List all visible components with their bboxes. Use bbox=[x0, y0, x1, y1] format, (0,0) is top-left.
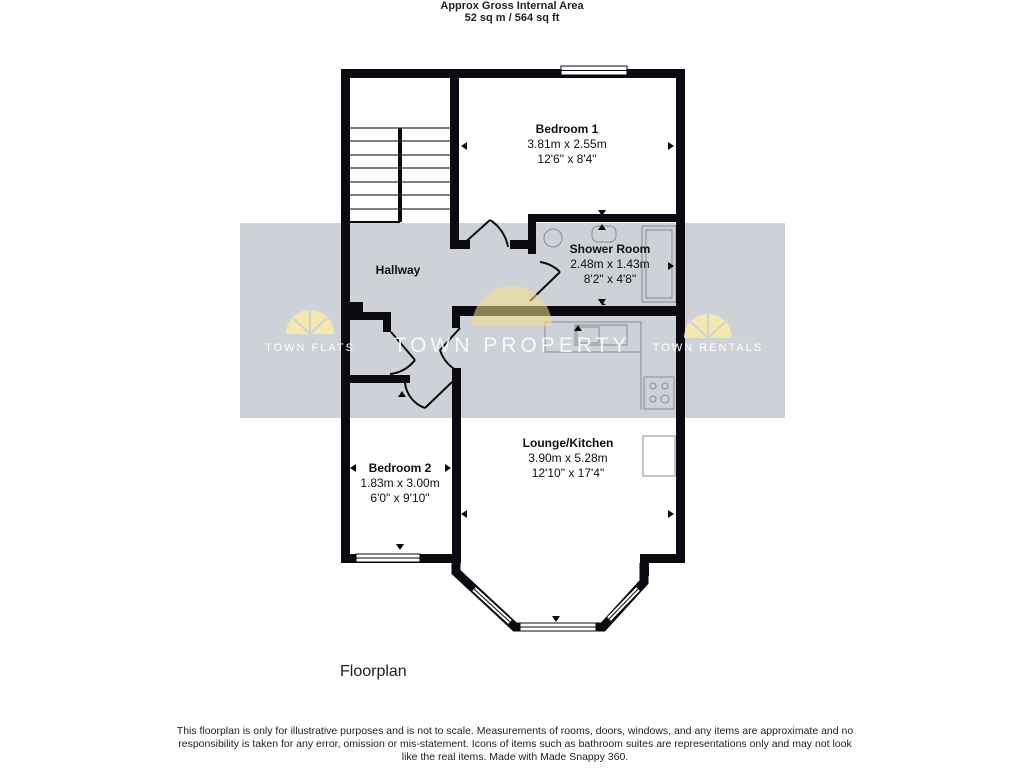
room-name: Shower Room bbox=[569, 242, 651, 256]
room-name: Lounge/Kitchen bbox=[522, 436, 614, 450]
room-imperial: 8'2" x 4'8" bbox=[583, 272, 637, 286]
room-bedroom-2 bbox=[360, 461, 439, 506]
room-shower-room bbox=[570, 242, 651, 287]
watermark-town-property: TOWN PROPERTY bbox=[393, 334, 631, 357]
floor-title: Floorplan bbox=[340, 663, 407, 680]
room-imperial: 12'6" x 8'4" bbox=[537, 152, 597, 166]
watermark-town-flats: TOWN FLATS bbox=[265, 342, 355, 354]
room-name: Bedroom 2 bbox=[368, 461, 432, 475]
room-hallway bbox=[376, 263, 421, 278]
room-bedroom-1 bbox=[527, 122, 606, 167]
room-imperial: 6'0" x 9'10" bbox=[370, 491, 430, 505]
room-metric: 1.83m x 3.00m bbox=[360, 476, 440, 490]
room-imperial: 12'10" x 17'4" bbox=[531, 466, 605, 480]
area-title: Approx Gross Internal Area bbox=[440, 0, 584, 12]
area-value: 52 sq m / 564 sq ft bbox=[464, 12, 560, 24]
room-metric: 3.81m x 2.55m bbox=[527, 137, 607, 151]
disclaimer: This floorplan is only for illustrative purposes and is not to scale. Measurements of rooms, doors, windows, and any items are approximate and no responsibility is taken for any error, omission or mis-statement. Icons of items such as bathroom suites are representations only and may not look like the real items. Made with Made Snappy 360. bbox=[176, 725, 854, 763]
room-name: Bedroom 1 bbox=[535, 122, 599, 136]
room-name: Hallway bbox=[375, 263, 421, 277]
room-lounge-kitchen bbox=[523, 436, 614, 481]
room-metric: 3.90m x 5.28m bbox=[528, 451, 608, 465]
room-metric: 2.48m x 1.43m bbox=[570, 257, 650, 271]
watermark-town-rentals: TOWN RENTALS bbox=[652, 342, 764, 354]
